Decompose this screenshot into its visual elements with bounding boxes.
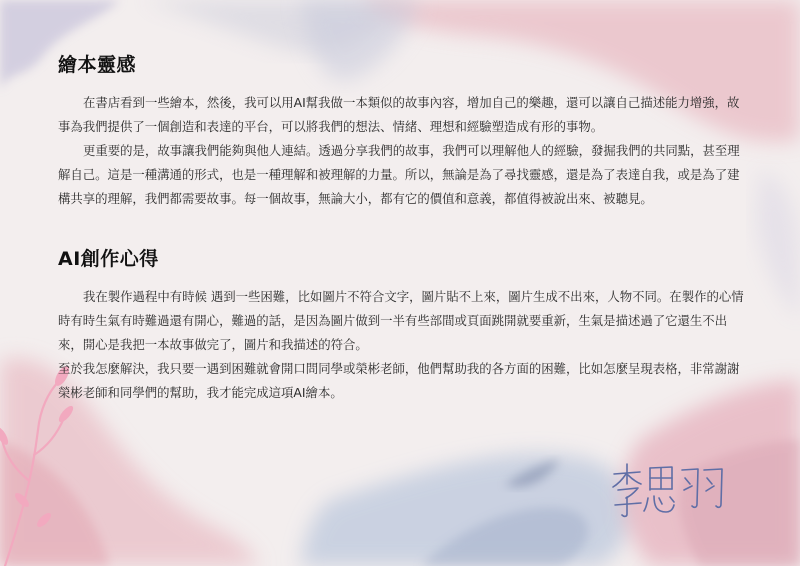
reflection-paragraph-2: 至於我怎麼解決，我只要一遇到困難就會開口問同學或榮彬老師，他們幫助我的各方面的困難，比如怎麼呈現表格，非常謝謝榮彬老師和同學們的幫助，我才能完成這項AI繪本。 <box>58 361 740 400</box>
section-title-ai-reflection: AI創作心得 <box>58 248 159 270</box>
main-content <box>58 50 748 405</box>
inspiration-paragraph-1: 在書店看到一些繪本，然後，我可以用AI幫我做一本類似的故事內容，增加自己的樂趣，還可以讓自己描述能力增強，故事為我們提供了一個創造和表達的平台，可以將我們的想法、情緒、理想和經驗塑造成有形的事物。 <box>58 95 740 134</box>
section-title-inspiration: 繪本靈感 <box>58 54 137 76</box>
inspiration-paragraph-2: 更重要的是，故事讓我們能夠與他人連結。透過分享我們的故事，我們可以理解他人的經驗，發掘我們的共同點，甚至理解自己。這是一種溝通的形式，也是一種理解和被理解的力量。所以，無論是為了尋找靈感，還是為了表達自我，或是為了建構共享的理解，我們都需要故事。每一個故事，無論大小，都有它的價值和意義，都值得被說出來、被聽見。 <box>58 143 740 206</box>
handwritten-signature <box>610 460 730 520</box>
reflection-paragraph-1: 我在製作過程中有時候 遇到一些困難，比如圖片不符合文字，圖片貼不上來，圖片生成不出來，人物不同。在製作的心情時有時生氣有時難過還有開心，難過的話，是因為圖片做到一半有些部間或頁面跳開就要重新，生氣是描述過了它還生不出來，開心是我把一本故事做完了，圖片和我描述的符合。 <box>58 289 744 352</box>
